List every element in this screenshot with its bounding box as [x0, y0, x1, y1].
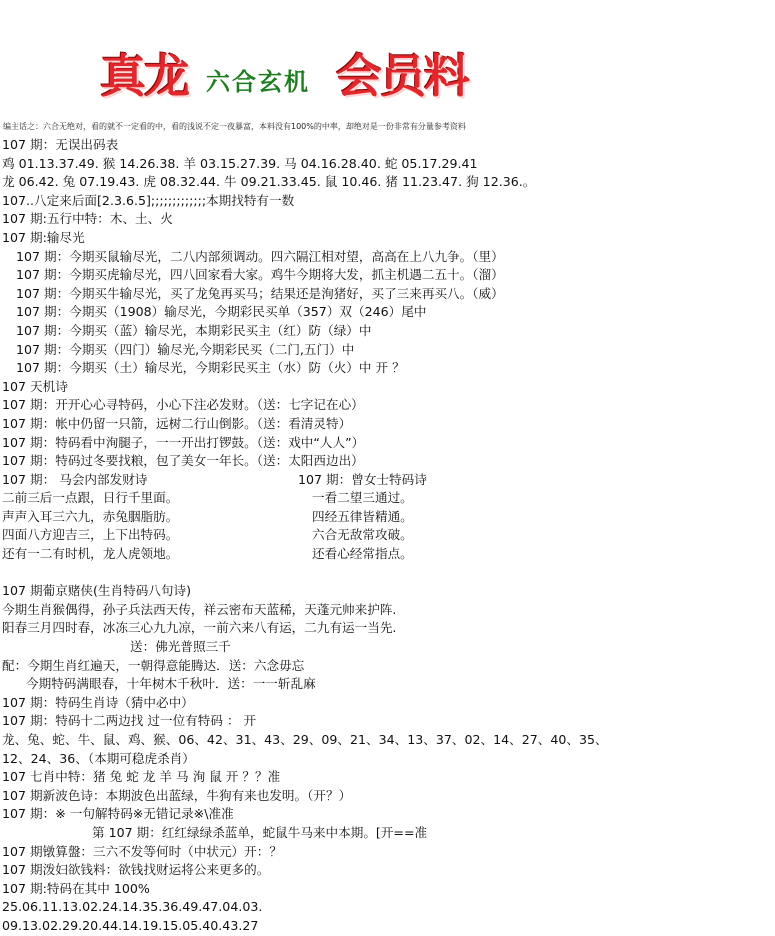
text-line: 107 七肖中特：猪 兔 蛇 龙 羊 马 洵 鼠 开 ？？准 [2, 769, 281, 785]
text-line: 12、24、36、（本期可稳虎杀肖） [2, 750, 195, 766]
text-line: 107 期：今期买（蓝）输尽光，本期彩民买主（红）防（绿）中 [16, 322, 372, 338]
document-body [2, 136, 772, 936]
text-line: 今期生肖猴偶得，孙子兵法西天传，祥云密布天蓝稀，天蓬元帅来护阵. [2, 601, 397, 617]
text-line: 107 期：特码过冬要找粮，包了美女一年长。（送：太阳西边出） [2, 453, 364, 469]
poem-right: 还看心经常指点。 [312, 546, 413, 562]
text-line: 107 期镦算盤：三六不发等何时（中状元）开：？ [2, 843, 282, 859]
text-line: 107 期：特码十二两边找 过一位有特码 ： 开 [2, 713, 257, 729]
text-line: 配：今期生肖红遍天，一朝得意能腾达．送：六念毋忘 [2, 657, 305, 673]
text-line: 09.13.02.29.20.44.14.19.15.05.40.43.27 [2, 917, 259, 933]
banner-title-part3: 会员料 [336, 49, 468, 103]
text-line: 107 期新波色诗：本期波色出蓝绿，牛狗有来也发明。（开？） [2, 787, 352, 803]
poem-row [2, 471, 772, 490]
banner-title-part1: 真龙 [100, 49, 188, 103]
text-line: 今期特码满眼春，十年树木千秋叶．送：一一斩乱麻 [26, 676, 316, 692]
text-line: 107 期：帐中仍留一只箭，远树二行山倒影。（送：看清灵特） [2, 415, 352, 431]
spacer [2, 564, 772, 583]
poem-row [2, 545, 772, 564]
banner-title-part2: 六合玄机 [206, 68, 310, 96]
text-line: 107 期:输尽光 [2, 229, 85, 245]
poem-left: 声声入耳三六九，赤兔胭脂肪。 [2, 508, 179, 524]
poem-right: 六合无敌常攻破。 [312, 527, 413, 543]
poem-right: 一看二望三通过。 [312, 490, 413, 506]
text-line: 阳春三月四时春，冰冻三心九九凉，一前六来八有运，二九有运一当先. [2, 620, 397, 636]
poem-right: 107 期：曾女士特码诗 [298, 471, 427, 487]
banner-title [100, 44, 500, 108]
text-line: 第 107 期：红红绿绿杀蓝单，蛇鼠牛马来中本期。[开==准 [92, 824, 428, 840]
poem-row [2, 526, 772, 545]
poem-row [2, 508, 772, 527]
text-line: 鸡 01.13.37.49. 猴 14.26.38. 羊 03.15.27.39. 马 04.16.28.40. 蛇 05.17.29.41 [2, 155, 478, 171]
text-line: 25.06.11.13.02.24.14.35.36.49.47.04.03. [2, 899, 263, 915]
text-line: 107 期：今期买鼠输尽光，二八内部须调动。四六隔江相对望，高高在上八九争。（里） [16, 248, 504, 264]
poem-left: 四面八方迎吉三，上下出特码。 [2, 527, 179, 543]
text-line: 107 期：特码看中洵腿子，一一开出打锣鼓。（送：戏中“人人”） [2, 434, 365, 450]
text-line: 107 天机诗 [2, 378, 68, 394]
text-line: 107 期：今期买（1908）输尽光，今期彩民买单（357）双（246）尾中 [16, 304, 427, 320]
poem-row [2, 489, 772, 508]
text-line: 107 期葡京赌侠(生肖特码八句诗) [2, 583, 191, 599]
poem-left: 还有一二有时机，龙人虎领地。 [2, 546, 179, 562]
text-line: 107..八定来后面[2.3.6.5];;;;;;;;;;;;;本期找特有一数 [2, 192, 295, 208]
disclaimer-text: 编主话之：六合无绝对，看的就不一定看的中，看的浅说不定一夜暴富，本料没有100%的中率，却绝对是一份非常有分量参考资料 [3, 122, 466, 131]
poem-right: 四经五律皆精通。 [312, 508, 413, 524]
text-line: 107 期：开开心心寻特码，小心下注必发财。（送：七字记在心） [2, 397, 364, 413]
text-line: 107 期：今期买（四门）输尽光,今期彩民买（二门,五门）中 [16, 341, 355, 357]
text-line: 送：佛光普照三千 [130, 639, 231, 655]
text-line: 107 期：今期买牛输尽光，买了龙兔再买马；结果还是洵猪好，买了三来再买八。（威） [16, 285, 504, 301]
poem-left: 107 期： 马会内部发财诗 [2, 471, 148, 487]
poem-left: 二前三后一点跟，日行千里面。 [2, 490, 179, 506]
text-line: 107 期：今期买（土）输尽光，今期彩民买主（水）防（火）中 开 ？ [16, 360, 405, 376]
text-line: 龙、兔、蛇、牛、鼠、鸡、猴、06、42、31、43、29、09、21、34、13、37、02、14、27、40、35、 [2, 732, 608, 747]
text-line: 107 期：无误出码表 [2, 137, 119, 152]
text-line: 107 期:五行中特：木、土、火 [2, 211, 173, 227]
text-line: 107 期：今期买虎输尽光，四八回家看大家。鸡牛今期将大发，抓主机遇二五十。（溜） [16, 267, 504, 283]
text-line: 龙 06.42. 兔 07.19.43. 虎 08.32.44. 牛 09.21.33.45. 鼠 10.46. 猪 11.23.47. 狗 12.36.。 [2, 174, 536, 190]
text-line: 107 期：※ 一句解特码※无错记录※\准准 [2, 806, 234, 822]
text-line: 107 期泼妇欲钱料：欲钱找财运将公来更多的。 [2, 862, 270, 878]
text-line: 107 期:特码在其中 100% [2, 880, 150, 896]
text-line: 107 期：特码生肖诗（猜中必中） [2, 694, 194, 710]
